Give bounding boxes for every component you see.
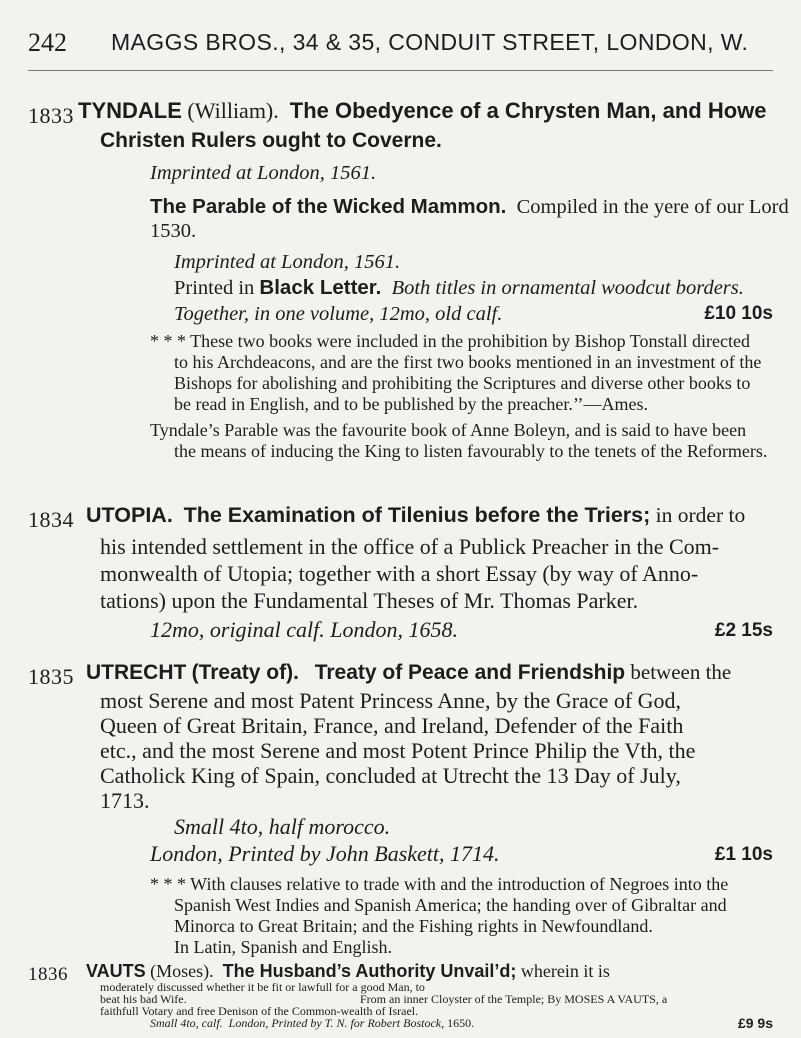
- page-header: [28, 28, 773, 68]
- title-line: Queen of Great Britain, France, and Ireland, Defender of the Faith: [100, 713, 684, 738]
- price: £10 10s: [704, 303, 773, 324]
- title-line: 1713.: [100, 788, 150, 813]
- binding: [150, 1017, 474, 1029]
- printing-desc: Both titles in ornamental woodcut borders.: [391, 277, 744, 299]
- imprint-2: Imprinted at London, 1561.: [174, 251, 401, 273]
- title-line: moderately discussed whether it be fit or lawfull for a good Man, to: [100, 980, 425, 994]
- lot-number: 1836: [28, 964, 68, 985]
- entry-title-line: [86, 961, 610, 981]
- binding: Small 4to, half morocco.: [174, 814, 391, 839]
- note-line: Spanish West Indies and Spanish America; the handing over of Gibraltar and: [174, 895, 727, 915]
- note-line: * * * These two books were included in the prohibition by Bishop Tonstall directed: [150, 331, 750, 351]
- title-line: most Serene and most Patent Princess Anne, by the Grace of God,: [100, 688, 682, 713]
- header-rule: [28, 70, 773, 71]
- heading: UTOPIA.: [86, 503, 173, 527]
- note-line: the means of inducing the King to listen favourably to the tenets of the Reformers.: [174, 441, 768, 461]
- printing-lead: Printed in: [174, 277, 260, 299]
- imprint: Imprinted at London, 1561.: [150, 162, 377, 184]
- running-title: MAGGS BROS., 34 & 35, CONDUIT STREET, LONDON, W.: [111, 29, 749, 55]
- imprint: London, Printed by John Baskett, 1714.: [150, 841, 500, 866]
- book-title-cont: Christen Rulers ought to Coverne.: [100, 129, 442, 152]
- title-continuation: between the: [625, 660, 732, 684]
- binding: Together, in one volume, 12mo, old calf.: [174, 303, 503, 325]
- price: £2 15s: [714, 620, 773, 641]
- imprint: London, Printed by T. N. for Robert Bostock,: [228, 1016, 445, 1030]
- title-line: beat his bad Wife.: [100, 992, 187, 1006]
- author-forename: (William).: [181, 98, 279, 123]
- lot-number: 1834: [28, 507, 74, 532]
- heading: VAUTS: [86, 961, 146, 981]
- second-title-line: [150, 195, 789, 219]
- second-title-desc: Compiled in the yere of our Lord: [516, 196, 789, 218]
- book-title: The Examination of Tilenius before the Triers;: [183, 503, 651, 527]
- note-line: Tyndale’s Parable was the favourite book of Anne Boleyn, and is said to have been: [150, 420, 747, 440]
- author-name: TYNDALE: [78, 98, 182, 123]
- title-line: etc., and the most Serene and most Potent Prince Philip the Vth, the: [100, 738, 696, 763]
- lot-number: 1835: [28, 664, 74, 689]
- heading: UTRECHT: [86, 661, 187, 684]
- note-line: be read in English, and to be published by the preacher.’’—Ames.: [174, 394, 649, 414]
- heading-qualifier: (Moses).: [145, 961, 214, 981]
- entry-title-line: [86, 660, 731, 685]
- second-title: The Parable of the Wicked Mammon.: [150, 195, 507, 218]
- note-line: In Latin, Spanish and English.: [174, 937, 392, 957]
- binding-format: Small 4to, calf.: [150, 1016, 223, 1030]
- title-line: faithfull Votary and free Denison of the Common-wealth of Israel.: [100, 1004, 419, 1018]
- note-line: Minorca to Great Britain; and the Fishing rights in Newfoundland.: [174, 916, 653, 936]
- page-number: 242: [28, 28, 67, 57]
- price: £9 9s: [737, 1015, 773, 1031]
- note-line: to his Archdeacons, and are the first two books mentioned in an investment of the: [174, 352, 762, 372]
- entry-title-line: [86, 503, 745, 527]
- title-line: monwealth of Utopia; together with a short Essay (by way of Anno-: [100, 561, 699, 586]
- binding: 12mo, original calf. London, 1658.: [150, 617, 459, 642]
- title-continuation: in order to: [650, 503, 746, 527]
- printing-line: [174, 276, 744, 300]
- note-line: * * * With clauses relative to trade with and the introduction of Negroes into the: [150, 874, 729, 894]
- entry-title-line: [78, 99, 767, 123]
- book-title: The Obedyence of a Chrysten Man, and Howe: [289, 98, 767, 123]
- title-line: his intended settlement in the office of a Publick Preacher in the Com-: [100, 534, 720, 559]
- title-continuation: wherein it is: [516, 961, 610, 981]
- title-line: tations) upon the Fundamental Theses of Mr. Thomas Parker.: [100, 588, 639, 613]
- lot-number: 1833: [28, 103, 74, 128]
- note-line: Bishops for abolishing and prohibiting the Scriptures and diverse other books to: [174, 373, 751, 393]
- heading-qualifier: (Treaty of).: [191, 661, 299, 684]
- book-title: The Husband’s Authority Unvail’d;: [222, 961, 517, 981]
- title-line: From an inner Cloyster of the Temple; By MOSES A VAUTS, a: [360, 992, 668, 1006]
- imprint-year: 1650.: [447, 1016, 475, 1030]
- title-line: Catholick King of Spain, concluded at Utrecht the 13 Day of July,: [100, 763, 681, 788]
- printing-bold: Black Letter.: [259, 276, 382, 299]
- price: £1 10s: [714, 844, 773, 865]
- second-title-year: 1530.: [150, 220, 197, 242]
- book-title: Treaty of Peace and Friendship: [314, 661, 626, 684]
